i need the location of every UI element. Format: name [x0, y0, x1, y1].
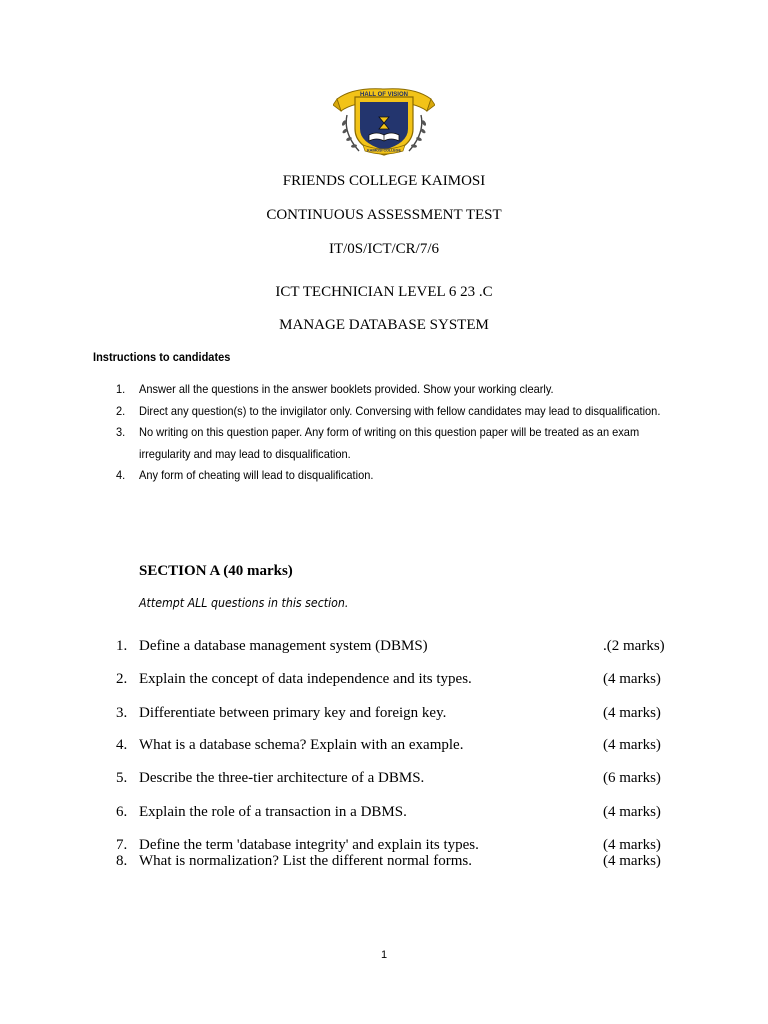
question-row — [0, 704, 768, 722]
instructions-heading: Instructions to candidates — [93, 350, 231, 364]
question-number: 6. — [116, 804, 128, 820]
question-text: Define a database management system (DBMS) — [139, 638, 428, 654]
page-number: 1 — [380, 949, 388, 961]
question-number: 5. — [116, 770, 128, 786]
question-row — [0, 852, 768, 870]
question-row — [0, 670, 768, 688]
course-title: ICT TECHNICIAN LEVEL 6 23 .C — [275, 284, 493, 300]
question-text: What is a database schema? Explain with an example. — [139, 737, 464, 753]
instruction-item — [0, 379, 768, 401]
section-a-heading: SECTION A (40 marks) — [139, 563, 293, 579]
question-number: 8. — [116, 853, 128, 869]
question-marks: .(2 marks) — [603, 638, 665, 654]
question-number: 7. — [116, 837, 128, 853]
question-marks: (4 marks) — [603, 737, 661, 753]
instruction-text: Answer all the questions in the answer booklets provided. Show your working clearly. — [139, 382, 554, 396]
question-text: Define the term 'database integrity' and explain its types. — [139, 837, 479, 853]
instruction-item — [0, 401, 768, 423]
question-text: Explain the concept of data independence and its types. — [139, 671, 472, 687]
instruction-item — [0, 422, 768, 465]
instructions-list — [0, 379, 768, 487]
question-text: Explain the role of a transaction in a DBMS. — [139, 804, 407, 820]
question-marks: (4 marks) — [603, 853, 661, 869]
instruction-number: 3. — [116, 425, 126, 440]
question-marks: (4 marks) — [603, 705, 661, 721]
unit-title: MANAGE DATABASE SYSTEM — [279, 317, 489, 333]
instruction-text: Direct any question(s) to the invigilator only. Conversing with fellow candidates may lead to disqualification. — [139, 403, 661, 418]
question-row — [0, 637, 768, 655]
question-marks: (4 marks) — [603, 804, 661, 820]
school-crest-logo — [333, 85, 435, 159]
instruction-text: Any form of cheating will lead to disqualification. — [139, 468, 374, 483]
question-row — [0, 803, 768, 821]
question-text: Describe the three-tier architecture of a DBMS. — [139, 770, 425, 786]
instruction-text: No writing on this question paper. Any form of writing on this question paper will be treated as an exam irregularity and may lead to disqualification. — [139, 425, 640, 461]
institution-name: FRIENDS COLLEGE KAIMOSI — [282, 173, 486, 189]
question-row — [0, 736, 768, 754]
question-number: 2. — [116, 671, 128, 687]
question-number: 4. — [116, 737, 128, 753]
assessment-title: CONTINUOUS ASSESSMENT TEST — [266, 207, 502, 223]
question-number: 3. — [116, 705, 128, 721]
question-marks: (4 marks) — [603, 671, 661, 687]
question-text: Differentiate between primary key and foreign key. — [139, 705, 447, 721]
exam-code: IT/0S/ICT/CR/7/6 — [328, 241, 439, 257]
section-a-instruction: Attempt ALL questions in this section. — [139, 596, 349, 610]
question-number: 1. — [116, 638, 128, 654]
instruction-number: 4. — [116, 468, 126, 483]
question-text: What is normalization? List the different normal forms. — [139, 853, 472, 869]
question-marks: (4 marks) — [603, 837, 661, 853]
svg-text:KAIMOSI COLLEGE: KAIMOSI COLLEGE — [367, 148, 401, 153]
svg-text:HALL OF VISION: HALL OF VISION — [360, 92, 408, 98]
question-marks: (6 marks) — [603, 770, 661, 786]
instruction-number: 2. — [116, 403, 126, 418]
instruction-number: 1. — [116, 382, 126, 396]
question-row — [0, 769, 768, 787]
instruction-item — [0, 465, 768, 487]
